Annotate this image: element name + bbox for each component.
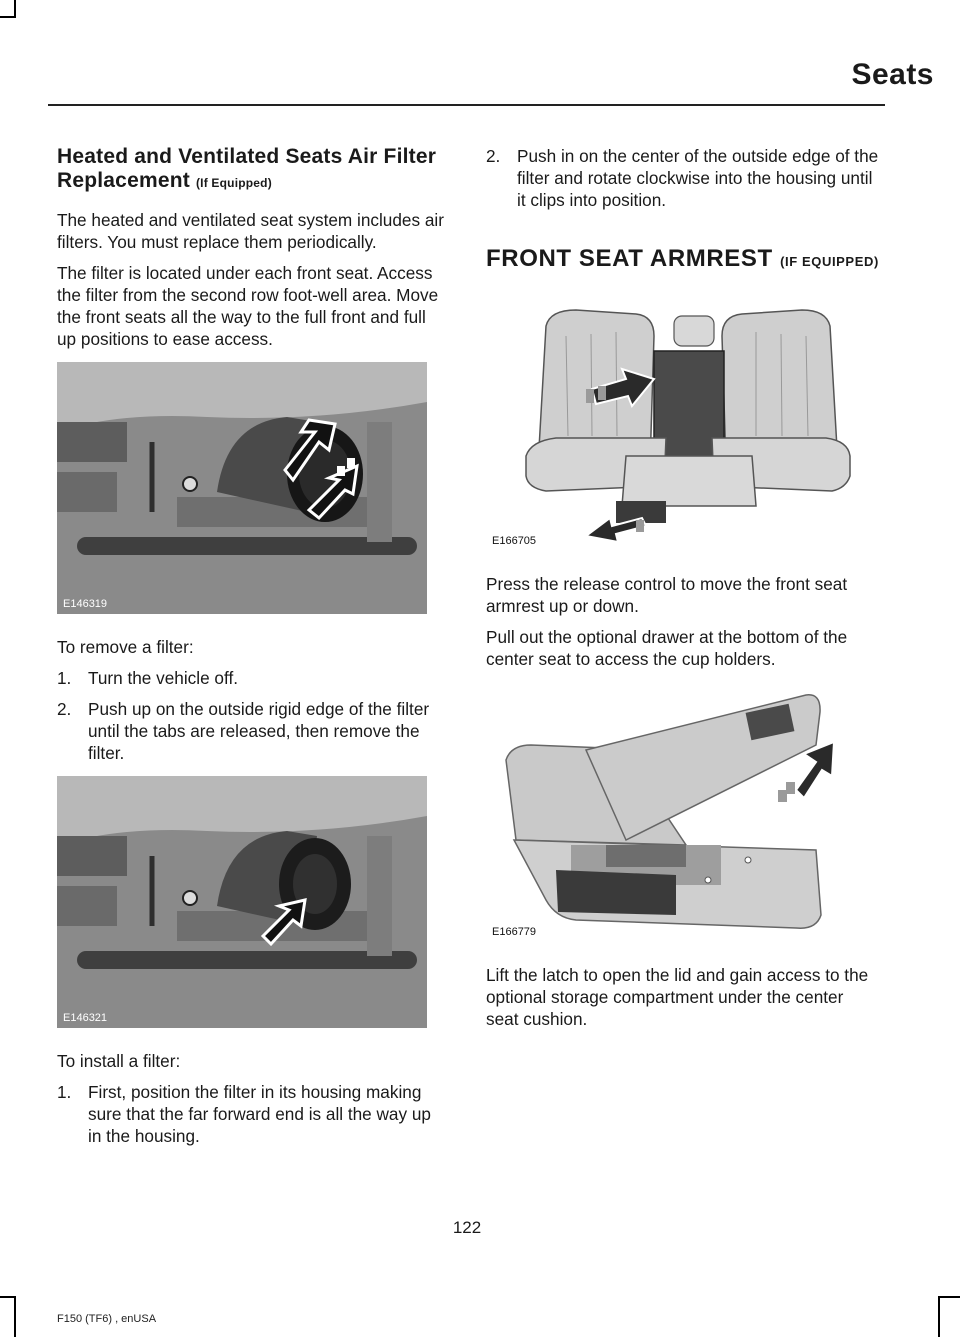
- illustration-underseat-filter: [57, 776, 427, 1028]
- heading-note: (If Equipped): [195, 176, 272, 190]
- paragraph: The filter is located under each front seat. Access the filter from the second row foot-well area. Move the front seats all the way to the full front and full up positions to ease access.: [57, 263, 439, 349]
- install-steps-continued: [486, 145, 880, 211]
- crop-mark: [938, 1296, 960, 1298]
- page-number: 122: [452, 1218, 482, 1237]
- document-id: F150 (TF6) , enUSA: [57, 1313, 157, 1325]
- step-text: Push up on the outside rigid edge of the filter until the tabs are released, then remove the filter.: [88, 699, 430, 763]
- figure-filter-removal: [57, 362, 449, 614]
- install-steps: [57, 1081, 449, 1147]
- paragraph: Lift the latch to open the lid and gain access to the optional storage compartment under the center seat cushion.: [486, 965, 869, 1029]
- page-title: Seats: [851, 58, 934, 91]
- left-column: [57, 145, 449, 1157]
- step-number: 1.: [57, 1082, 72, 1102]
- illustration-armrest-storage: [486, 690, 856, 942]
- step-text: Turn the vehicle off.: [88, 668, 238, 688]
- list-item: [486, 145, 880, 211]
- heading-note: (IF EQUIPPED): [780, 254, 879, 269]
- paragraph: The heated and ventilated seat system includes air filters. You must replace them periodically.: [57, 210, 444, 252]
- paragraph: To install a filter:: [57, 1051, 181, 1071]
- crop-mark: [0, 16, 16, 18]
- crop-mark: [0, 1296, 16, 1298]
- header-rule: [48, 104, 885, 106]
- figure-armrest-storage: [486, 690, 880, 942]
- step-number: 2.: [57, 699, 72, 719]
- list-item: [57, 667, 449, 689]
- figure-code: E166779: [492, 926, 537, 938]
- figure-code: E146321: [63, 1012, 108, 1024]
- crop-mark: [938, 1296, 940, 1337]
- figure-filter-installed: [57, 776, 449, 1028]
- step-text: First, position the filter in its housing making sure that the far forward end is all the way up in the housing.: [88, 1082, 431, 1146]
- illustration-bench-seat: [486, 296, 856, 551]
- section-heading-armrest: [486, 239, 880, 282]
- heading-text: Heated and Ventilated Seats Air Filter Replacement: [57, 145, 437, 192]
- right-column: [486, 145, 880, 1039]
- paragraph: Pull out the optional drawer at the bottom of the center seat to access the cup holders.: [486, 627, 848, 669]
- figure-bench-seat: [486, 296, 880, 551]
- remove-steps: [57, 667, 449, 764]
- illustration-underseat-filter: [57, 362, 427, 614]
- step-text: Push in on the center of the outside edge of the filter and rotate clockwise into the housing until it clips into position.: [517, 146, 879, 210]
- section-heading-filter: [57, 145, 449, 195]
- step-number: 2.: [486, 146, 501, 166]
- step-number: 1.: [57, 668, 72, 688]
- paragraph: Press the release control to move the front seat armrest up or down.: [486, 574, 848, 616]
- list-item: [57, 1081, 449, 1147]
- list-item: [57, 698, 449, 764]
- figure-code: E166705: [492, 535, 537, 547]
- paragraph: To remove a filter:: [57, 637, 194, 657]
- heading-text: FRONT SEAT ARMREST: [486, 245, 773, 272]
- crop-mark: [14, 1296, 16, 1337]
- figure-code: E146319: [63, 598, 108, 610]
